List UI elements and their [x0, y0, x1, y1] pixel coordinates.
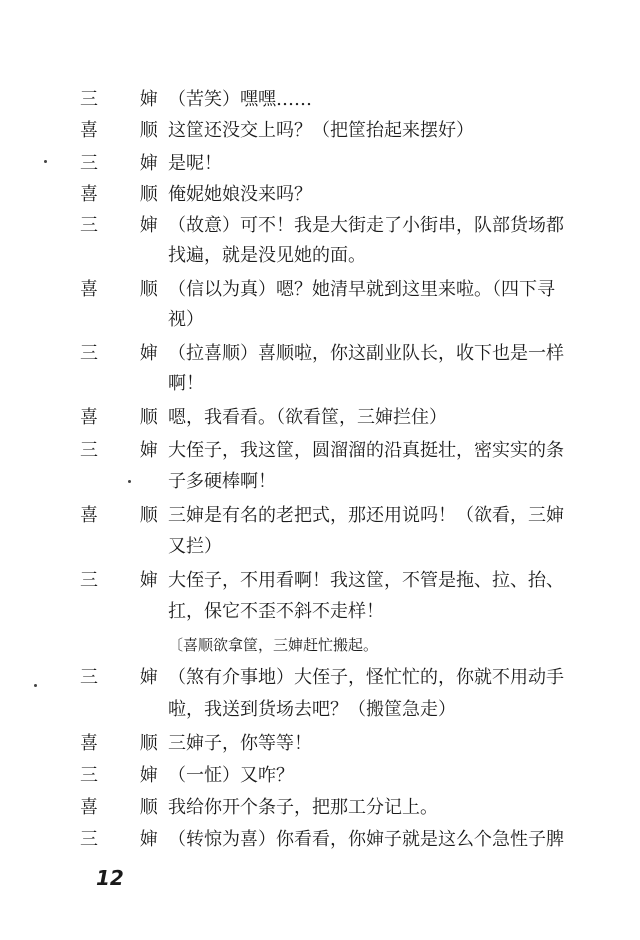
dialogue-line: [0, 730, 640, 758]
dialogue-line: [0, 181, 640, 209]
page-number: 12: [96, 866, 124, 890]
speaker-name: 三 婶: [80, 765, 176, 786]
dialogue-continuation: [0, 468, 640, 496]
dialogue-text: 我给你开个条子，把那工分记上。: [168, 797, 438, 818]
dialogue-text: （一怔）又咋？: [168, 765, 294, 786]
dialogue-text: 俺妮她娘没来吗？: [168, 184, 312, 205]
speaker-name: 三 婶: [80, 829, 176, 850]
dialogue-text: 啦，我送到货场去吧？（搬筐急走）: [168, 699, 456, 720]
dialogue-text: 视）: [168, 309, 204, 330]
dialogue-text: （故意）可不！我是大街走了小街串，队部货场都: [168, 215, 564, 236]
dialogue-continuation: [0, 598, 640, 626]
stage-direction-text: 〔喜顺欲拿筐，三婶赶忙搬起。: [168, 636, 379, 654]
dialogue-text: （煞有介事地）大侄子，怪忙忙的，你就不用动手: [168, 667, 564, 688]
speaker-name: 喜 顺: [80, 407, 176, 428]
dialogue-text: 三婶是有名的老把式，那还用说吗！（欲看，三婶: [168, 505, 564, 526]
speaker-name: 三 婶: [80, 343, 176, 364]
speaker-name: 三 婶: [80, 570, 176, 591]
dialogue-text: 是呢！: [168, 153, 222, 174]
dialogue-text: 嗯，我看看。（欲看筐，三婶拦住）: [168, 407, 447, 428]
speaker-name: 三 婶: [80, 153, 176, 174]
dialogue-line: [0, 212, 640, 240]
dialogue-line: [0, 762, 640, 790]
dialogue-line: [0, 567, 640, 595]
dialogue-line: [0, 86, 640, 114]
scan-speck: [34, 684, 37, 687]
dialogue-text: 这筐还没交上吗？（把筐抬起来摆好）: [168, 120, 474, 141]
speaker-name: 喜 顺: [80, 120, 176, 141]
dialogue-line: [0, 437, 640, 465]
dialogue-text: 找遍，就是没见她的面。: [168, 245, 366, 266]
dialogue-text: （拉喜顺）喜顺啦，你这副业队长，收下也是一样: [168, 343, 564, 364]
dialogue-line: [0, 502, 640, 530]
dialogue-continuation: [0, 306, 640, 334]
speaker-name: 喜 顺: [80, 797, 176, 818]
dialogue-continuation: [0, 370, 640, 398]
dialogue-text: 又拦）: [168, 536, 222, 557]
dialogue-text: （苦笑）嘿嘿……: [168, 89, 312, 110]
speaker-name: 三 婶: [80, 440, 176, 461]
speaker-name: 三 婶: [80, 215, 176, 236]
dialogue-text: 大侄子，我这筐，圆溜溜的沿真挺壮，密实实的条: [168, 440, 564, 461]
speaker-name: 三 婶: [80, 89, 176, 110]
speaker-name: 喜 顺: [80, 505, 176, 526]
dialogue-line: [0, 794, 640, 822]
dialogue-text: 啊！: [168, 373, 204, 394]
speaker-name: 三 婶: [80, 667, 176, 688]
dialogue-line: [0, 276, 640, 304]
dialogue-continuation: [0, 696, 640, 724]
scan-speck: [128, 480, 131, 483]
speaker-name: 喜 顺: [80, 184, 176, 205]
dialogue-continuation: [0, 242, 640, 270]
speaker-name: 喜 顺: [80, 733, 176, 754]
dialogue-line: [0, 117, 640, 145]
dialogue-text: 子多硬棒啊！: [168, 471, 276, 492]
scan-speck: [44, 160, 47, 163]
dialogue-line: [0, 340, 640, 368]
dialogue-text: （信以为真）嗯？她清早就到这里来啦。（四下寻: [168, 279, 555, 300]
dialogue-text: 三婶子，你等等！: [168, 733, 312, 754]
dialogue-text: （转惊为喜）你看看，你婶子就是这么个急性子脾: [168, 829, 564, 850]
dialogue-text: 大侄子，不用看啊！我这筐，不管是拖、拉、抬、: [168, 570, 564, 591]
dialogue-line: [0, 664, 640, 692]
speaker-name: 喜 顺: [80, 279, 176, 300]
dialogue-line: [0, 150, 640, 178]
dialogue-line: [0, 404, 640, 432]
dialogue-line: [0, 826, 640, 854]
dialogue-text: 扛，保它不歪不斜不走样！: [168, 601, 384, 622]
stage-direction: [0, 631, 640, 659]
dialogue-continuation: [0, 533, 640, 561]
